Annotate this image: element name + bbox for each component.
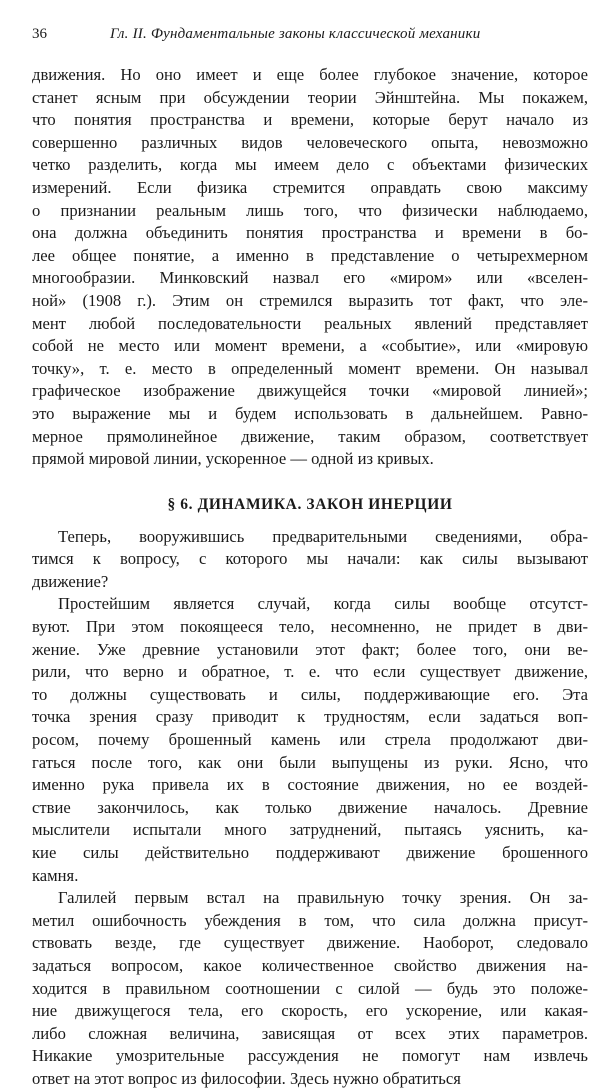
text-line: движение? <box>32 571 109 591</box>
text-line: задаться вопросом, какое количественное свойство движения на- <box>32 955 588 975</box>
paragraph <box>32 593 588 887</box>
text-line: Галилей первым встал на правильную точку зрения. Он за- <box>58 888 588 908</box>
text-line: метил ошибочность убеждения в том, что сила должна присут- <box>32 910 588 930</box>
paragraph <box>32 64 588 471</box>
text-line: жение. Уже древние установили этот факт; более того, они ве- <box>32 639 588 659</box>
text-line: мерное прямолинейное движение, таким образом, соответствует <box>32 426 588 446</box>
text-line: точку», т. е. место в определенный момент времени. Он называл <box>32 358 588 378</box>
text-line: именно рука привела их в состояние движения, но ее воздей- <box>32 775 588 795</box>
text-line: мент любой последовательности реальных явлений представляет <box>32 313 588 333</box>
text-line: тимся к вопросу, с которого мы начали: как силы вызывают <box>32 549 588 569</box>
text-line: о признании реальным лишь того, что физически наблюдаемо, <box>32 200 588 220</box>
text-line: ствовать везде, где существует движение. Наоборот, следовало <box>32 933 588 953</box>
text-line: прямой мировой линии, ускоренное — одной из кривых. <box>32 449 434 469</box>
section-heading: § 6. ДИНАМИКА. ЗАКОН ИНЕРЦИИ <box>167 495 453 513</box>
text-line: что понятия пространства и времени, которые берут начало из <box>32 110 588 130</box>
text-line: либо сложная величина, зависящая от всех этих параметров. <box>32 1023 588 1043</box>
text-line: многообразии. Минковский назвал его «миром» или «вселен- <box>32 268 588 288</box>
text-line: Никакие умозрительные рассуждения не помогут нам извлечь <box>32 1046 588 1066</box>
text-line: гаться после того, как они были выпущены из руки. Ясно, что <box>32 752 588 772</box>
text-line: ходится в правильном соотношении с силой — будь это положе- <box>32 978 588 998</box>
text-line: движения. Но оно имеет и еще более глубокое значение, которое <box>32 65 588 84</box>
text-line: Теперь, вооружившись предварительными сведениями, обра- <box>58 526 588 546</box>
running-head: Гл. II. Фундаментальные законы классической механики <box>110 26 481 42</box>
text-line: росом, почему брошенный камень или стрела продолжают дви- <box>32 730 588 750</box>
text-line: собой не место или момент времени, а «событие», или «мировую <box>32 336 588 356</box>
text-line: кие силы действительно поддерживают движение брошенного <box>32 843 588 862</box>
text-line: измерений. Если физика стремится оправдать свою максиму <box>32 177 588 197</box>
text-line: рили, что верно и обратное, т. е. что если существует движение, <box>32 662 588 682</box>
paragraph <box>32 887 588 1090</box>
text-line: она должна объединить понятия пространства и времени в бо- <box>32 223 588 243</box>
text-line: камня. <box>32 865 79 885</box>
text-line: ной» (1908 г.). Этим он стремился выразить тот факт, что эле- <box>32 290 588 310</box>
page-number: 36 <box>32 26 47 42</box>
text-line: это выражение мы и будем использовать в дальнейшем. Равно- <box>32 403 588 423</box>
text-line: точка зрения сразу приводит к трудностям, если задаться воп- <box>32 707 588 727</box>
text-line: лее общее понятие, а именно в представление о четырехмерном <box>32 245 588 265</box>
text-line: совершенно различных видов человеческого опыта, невозможно <box>32 132 588 152</box>
text-line: мыслители испытали много затруднений, пытаясь уяснить, ка- <box>32 820 588 840</box>
page-header <box>32 26 588 48</box>
text-line: ние движущегося тела, его скорость, его ускорение, или какая- <box>32 1001 588 1021</box>
text-line: ответ на этот вопрос из философии. Здесь нужно обратиться <box>32 1068 461 1088</box>
text-line: четко разделить, когда мы имеем дело с объектами физических <box>32 155 588 175</box>
text-line: вуют. При этом покоящееся тело, несомненно, не придет в дви- <box>32 617 588 637</box>
text-line: Простейшим является случай, когда силы вообще отсутст- <box>58 594 588 614</box>
text-line: ствие закончилось, как только движение началось. Древние <box>32 797 588 817</box>
paragraph <box>32 526 588 594</box>
text-line: графическое изображение движущейся точки «мировой линией»; <box>32 381 588 401</box>
text-line: то должны существовать и силы, поддерживающие его. Эта <box>32 684 588 704</box>
text-line: станет ясным при обсуждении теории Эйнштейна. Мы покажем, <box>32 87 588 107</box>
page-body <box>32 64 588 1091</box>
